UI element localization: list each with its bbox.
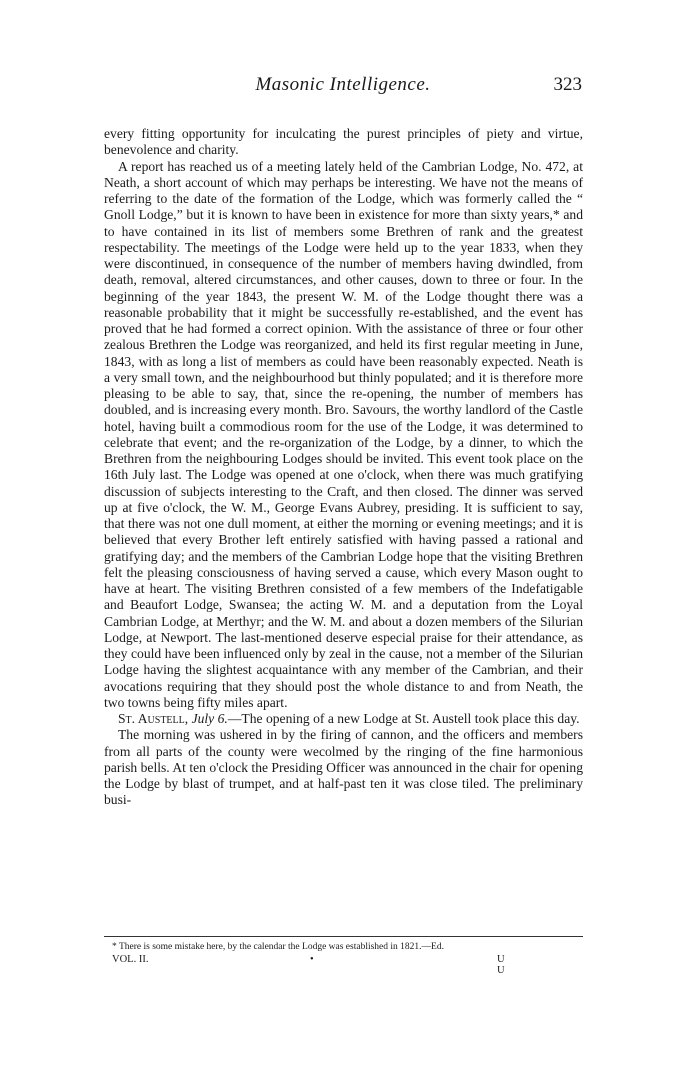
paragraph-continuation: every fitting opportunity for inculcating the purest principles of piety and virtue, benevolence and charity.	[104, 126, 583, 158]
paragraph-morning: The morning was ushered in by the firing of cannon, and the officers and members from all parts of the county were wecolmed by the ringing of the fine harmonious parish bells. At ten o'clock the Presiding Officer was announced in the chair for opening the Lodge by blast of trumpet, and at half-past ten it was close tiled. The preliminary busi-	[104, 727, 583, 808]
signature-mark: U U	[497, 954, 505, 976]
running-title: Masonic Intelligence.	[255, 74, 431, 95]
dateline: July 6.	[191, 711, 228, 726]
footnote: * There is some mistake here, by the calendar the Lodge was established in 1821.—Ed.	[112, 942, 444, 952]
page-header	[104, 74, 582, 100]
volume-label: VOL. II.	[112, 954, 149, 965]
page-number: 323	[553, 74, 582, 95]
paragraph-st-austell	[104, 711, 583, 727]
footnote-rule	[104, 936, 583, 937]
body-text	[104, 126, 583, 809]
st-austell-text: —The opening of a new Lodge at St. Austell took place this day.	[227, 711, 580, 726]
page-footer	[112, 954, 512, 976]
footer-dot: •	[310, 954, 314, 965]
paragraph-cambrian-lodge: A report has reached us of a meeting lately held of the Cambrian Lodge, No. 472, at Neath, a short account of which may perhaps be interesting. We have not the means of referring to the date of the formation of the Lodge, which was formerly called the “ Gnoll Lodge,” but it is known to have been in existence for more than sixty years,* and to have contained in its list of members some Brethren of rank and the greatest respectability. The meetings of the Lodge were held up to the year 1833, when they were discontinued, in consequence of the number of members having dwindled, from death, removal, altered circumstances, and other causes, down to three or four. In the beginning of the year 1843, the present W. M. of the Lodge thought there was a reasonable probability that it might be successfully re-established, and the event has proved that he had formed a correct opinion. With the assistance of three or four other zealous Brethren the Lodge was reorganized, and held its first regular meeting in June, 1843, with as long a list of members as could have been reasonably expected. Neath is a very small town, and the neighbourhood but thinly populated; and it is therefore more pleasing to be able to say, that, since the re-opening, the number of members has doubled, and is increasing every month. Bro. Savours, the worthy landlord of the Castle hotel, having built a commodious room for the use of the Lodge, it was determined to celebrate that event; and the re-organization of the Lodge, by a dinner, to which the Brethren from the neighbouring Lodges should be invited. This event took place on the 16th July last. The Lodge was opened at one o'clock, when there was much gratifying discussion of subjects interesting to the Craft, and then closed. The dinner was served up at five o'clock, the W. M., George Evans Aubrey, presiding. It is sufficient to say, that there was not one dull moment, at either the morning or evening meetings; and it is believed that every Brother left entirely satisfied with having passed a rational and gratifying day; and the members of the Cambrian Lodge hope that the visiting Brethren felt the pleasing consciousness of having served a cause, which every Mason ought to have at heart. The visiting Brethren consisted of a few members of the Indefatigable and Beaufort Lodge, Swansea; the acting W. M. and a deputation from the Loyal Cambrian Lodge, at Merthyr; and the W. M. and about a dozen members of the Silurian Lodge, at Newport. The last-mentioned deserve especial praise for their attendance, as they could have been influenced only by zeal in the cause, not a member of the Silurian Lodge having the slightest acquaintance with any member of the Cambrian, and their avocations requiring that they should post the whole distance to and from Neath, the two towns being fifty miles apart.	[104, 158, 583, 710]
place-name: St. Austell,	[118, 711, 189, 726]
